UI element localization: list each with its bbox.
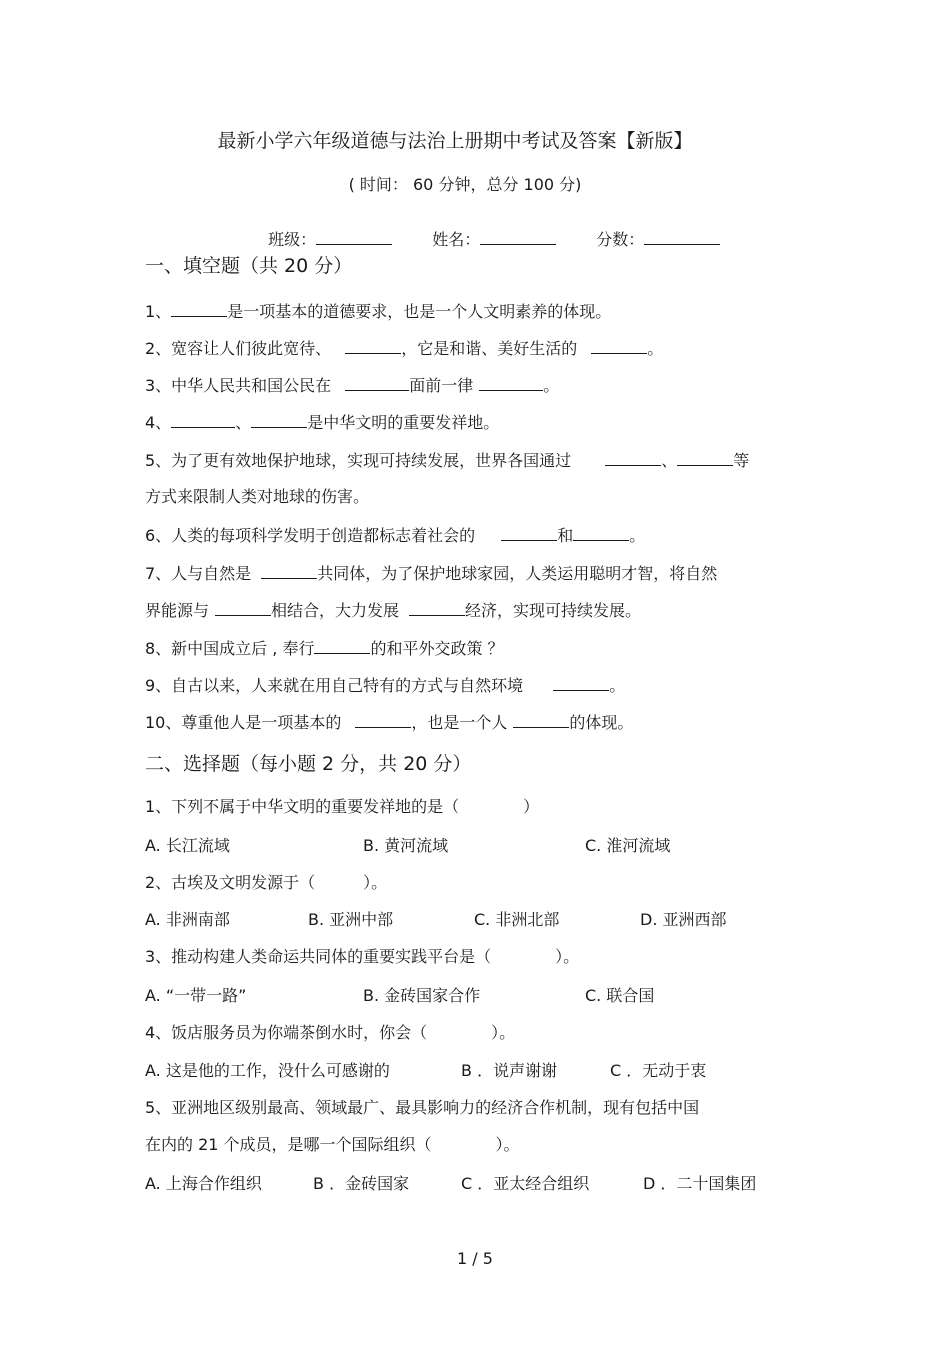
- answer-blank[interactable]: [591, 339, 647, 354]
- choice-question-2: 2、古埃及文明发源于（ ）。: [145, 873, 388, 892]
- section-1-heading: 一、填空题（共 20 分）: [145, 255, 353, 277]
- fill-question-8: 8、新中国成立后 , 奉行 的和平外交政策 ？: [145, 639, 504, 658]
- score-field[interactable]: [644, 230, 720, 245]
- name-field[interactable]: [480, 230, 556, 245]
- answer-blank[interactable]: [513, 713, 569, 728]
- option-b[interactable]: B. 黄河流域: [363, 836, 449, 855]
- option-a[interactable]: A. 长江流域: [145, 836, 230, 855]
- fill-question-1: 1、 是一项基本的道德要求，也是一个人文明素养的体现。: [145, 302, 612, 321]
- option-b[interactable]: B. 金砖国家合作: [363, 986, 481, 1005]
- answer-blank[interactable]: [314, 639, 370, 654]
- option-d[interactable]: D ．二十国集团: [643, 1174, 757, 1193]
- option-c[interactable]: C. 联合国: [585, 986, 655, 1005]
- answer-blank[interactable]: [215, 601, 271, 616]
- choice-question-4: 4、饭店服务员为你端茶倒水时，你会（ ）。: [145, 1023, 516, 1042]
- fill-question-7: 7、人与自然是 共同体，为了保护地球家园，人类运用聪明才智，将自然: [145, 564, 718, 583]
- answer-blank[interactable]: [345, 339, 401, 354]
- fill-question-9: 9、自古以来，人来就在用自己特有的方式与自然环境 。: [145, 676, 626, 695]
- option-a[interactable]: A. “一带一路”: [145, 986, 247, 1005]
- fill-question-7-cont: 界能源与 相结合，大力发展 经济，实现可持续发展。: [145, 601, 642, 620]
- class-field[interactable]: [316, 230, 392, 245]
- choice-question-5: 5、亚洲地区级别最高、领域最广、最具影响力的经济合作机制，现有包括中国: [145, 1098, 700, 1117]
- option-d[interactable]: D. 亚洲西部: [640, 910, 727, 929]
- option-a[interactable]: A. 上海合作组织: [145, 1174, 262, 1193]
- answer-blank[interactable]: [171, 302, 227, 317]
- answer-blank[interactable]: [355, 713, 411, 728]
- fill-question-2: 2、宽容让人们彼此宽待、 ，它是和谐、美好生活的 。: [145, 339, 664, 358]
- answer-blank[interactable]: [479, 376, 543, 391]
- option-a[interactable]: A. 这是他的工作，没什么可感谢的: [145, 1061, 390, 1080]
- class-label: 班级：: [268, 230, 317, 249]
- choice-question-5-cont: 在内的 21 个成员，是哪一个国际组织（ ）。: [145, 1135, 520, 1154]
- fill-question-3: 3、中华人民共和国公民在 面前一律 。: [145, 376, 560, 395]
- answer-blank[interactable]: [345, 376, 409, 391]
- meta-row: [258, 214, 720, 248]
- option-c[interactable]: C. 淮河流域: [585, 836, 671, 855]
- answer-blank[interactable]: [171, 413, 235, 428]
- fill-question-10: 10、尊重他人是一项基本的 ，也是一个人 的体现。: [145, 713, 634, 732]
- exam-info: ( 时间： 60 分钟，总分 100 分): [348, 175, 582, 194]
- answer-blank[interactable]: [251, 413, 307, 428]
- choice-question-1: 1、下列不属于中华文明的重要发祥地的是（ ）: [145, 797, 540, 816]
- choice-question-3: 3、推动构建人类命运共同体的重要实践平台是（ ）。: [145, 947, 580, 966]
- answer-blank[interactable]: [573, 526, 629, 541]
- answer-blank[interactable]: [553, 676, 609, 691]
- document-title: 最新小学六年级道德与法治上册期中考试及答案【新版】: [217, 130, 693, 152]
- fill-question-6: 6、人类的每项科学发明于创造都标志着社会的 和 。: [145, 526, 646, 545]
- option-b[interactable]: B ．金砖国家: [313, 1174, 410, 1193]
- fill-question-5-cont: 方式来限制人类对地球的伤害。: [145, 487, 370, 506]
- fill-question-5: 5、为了更有效地保护地球，实现可持续发展，世界各国通过 、 等: [145, 451, 750, 470]
- answer-blank[interactable]: [501, 526, 557, 541]
- answer-blank[interactable]: [605, 451, 661, 466]
- option-c[interactable]: C ．无动于衷: [610, 1061, 707, 1080]
- page-number: 1 / 5: [457, 1249, 493, 1268]
- option-c[interactable]: C. 非洲北部: [474, 910, 560, 929]
- answer-blank[interactable]: [261, 564, 317, 579]
- answer-blank[interactable]: [409, 601, 465, 616]
- option-c[interactable]: C ．亚太经合组织: [461, 1174, 590, 1193]
- fill-question-4: 4、 、 是中华文明的重要发祥地。: [145, 413, 500, 432]
- option-a[interactable]: A. 非洲南部: [145, 910, 230, 929]
- answer-blank[interactable]: [677, 451, 733, 466]
- name-label: 姓名：: [432, 230, 481, 249]
- section-2-heading: 二、选择题（每小题 2 分，共 20 分）: [145, 753, 472, 775]
- option-b[interactable]: B ．说声谢谢: [461, 1061, 558, 1080]
- option-b[interactable]: B. 亚洲中部: [308, 910, 394, 929]
- score-label: 分数：: [596, 230, 645, 249]
